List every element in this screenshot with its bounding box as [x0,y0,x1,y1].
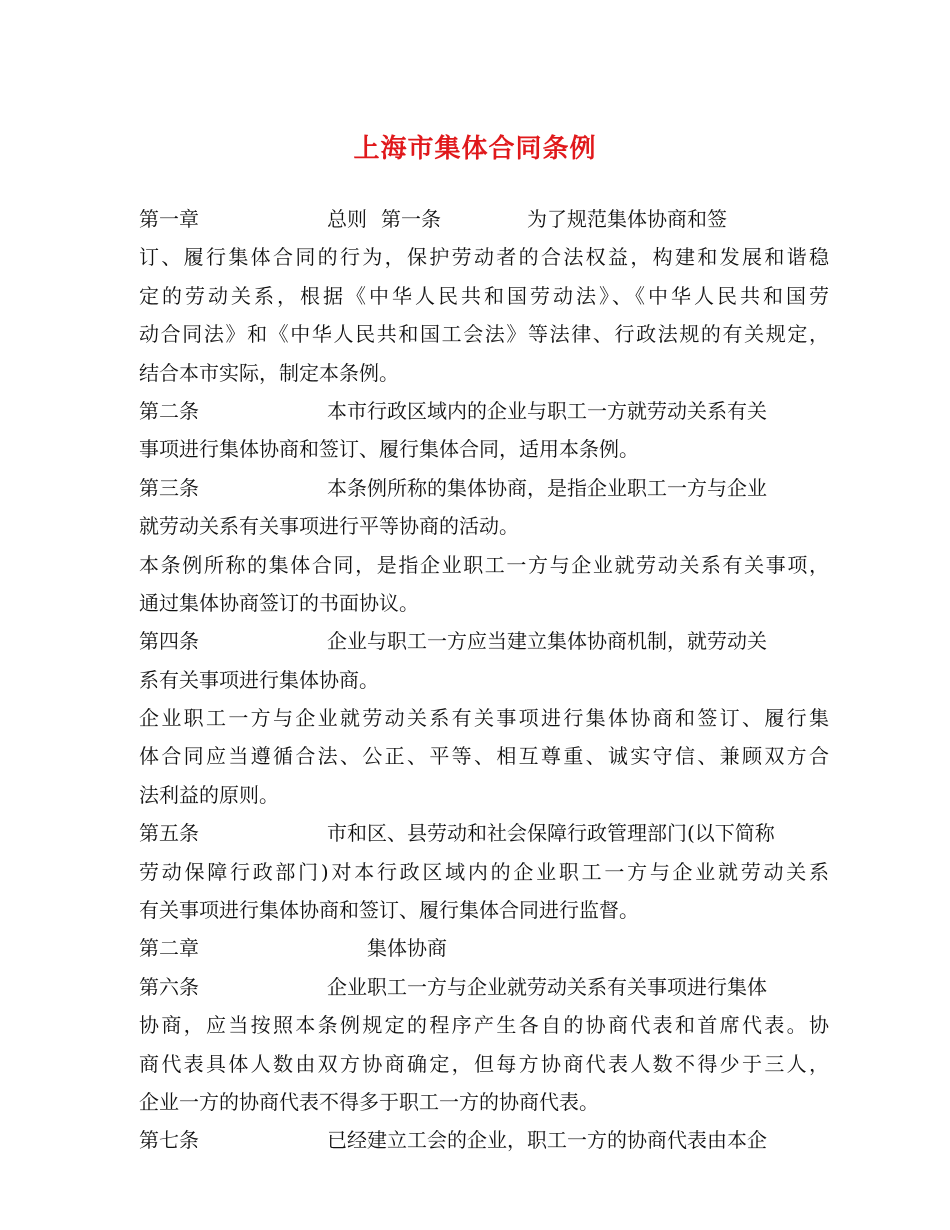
text-line [139,968,829,1006]
text-line: 事项进行集体协商和签订、履行集体合同，适用本条例。 [139,437,639,462]
article-text: 已经建立工会的企业，职工一方的协商代表由本企 [327,1128,767,1153]
chapter-label: 第一章 [139,207,199,231]
text-line [139,622,829,660]
text-line: 企业职工一方与企业就劳动关系有关事项进行集体协商和签订、履行集 [139,706,829,731]
text-line [139,1121,829,1159]
article-label: 第二条 [139,398,199,423]
text-line: 定的劳动关系，根据《中华人民共和国劳动法》、《中华人民共和国劳 [139,283,829,308]
text-line [139,814,829,852]
article-label: 第一条 [381,207,441,231]
chapter-label: 第二章 [139,936,199,961]
text-line: 劳动保障行政部门)对本行政区域内的企业职工一方与企业就劳动关系 [139,859,829,884]
text-line: 系有关事项进行集体协商。 [139,667,379,692]
text-line: 就劳动关系有关事项进行平等协商的活动。 [139,514,519,539]
document-body [139,200,829,1160]
article-label: 第三条 [139,475,199,500]
article-text: 为了规范集体协商和签 [527,207,727,231]
article-label: 第七条 [139,1128,199,1153]
text-line: 结合本市实际，制定本条例。 [139,360,399,385]
text-line: 有关事项进行集体协商和签订、履行集体合同进行监督。 [139,898,639,923]
document-title: 上海市集体合同条例 [353,134,597,164]
text-line [139,929,829,967]
text-line: 企业一方的协商代表不得多于职工一方的协商代表。 [139,1089,599,1114]
article-text: 本条例所称的集体协商，是指企业职工一方与企业 [327,475,767,500]
article-label: 第四条 [139,629,199,654]
text-line: 法利益的原则。 [139,782,279,807]
text-line: 通过集体协商签订的书面协议。 [139,590,419,615]
text-line: 本条例所称的集体合同，是指企业职工一方与企业就劳动关系有关事项， [139,552,829,577]
article-text: 市和区、县劳动和社会保障行政管理部门(以下简称 [327,821,775,846]
text-line [139,469,829,507]
article-text: 企业与职工一方应当建立集体协商机制，就劳动关 [327,629,767,654]
chapter-title: 集体协商 [367,936,447,961]
chapter-title: 总则 [327,207,367,231]
text-line [139,392,829,430]
article-label: 第五条 [139,821,199,846]
text-line: 体合同应当遵循合法、公正、平等、相互尊重、诚实守信、兼顾双方合 [139,744,829,769]
article-text: 企业职工一方与企业就劳动关系有关事项进行集体 [327,974,767,999]
text-line [139,200,829,238]
text-line: 协商，应当按照本条例规定的程序产生各自的协商代表和首席代表。协 [139,1013,829,1038]
text-line: 订、履行集体合同的行为，保护劳动者的合法权益，构建和发展和谐稳 [139,245,829,270]
article-text: 本市行政区域内的企业与职工一方就劳动关系有关 [327,398,767,423]
text-line: 商代表具体人数由双方协商确定，但每方协商代表人数不得少于三人， [139,1051,829,1076]
article-label: 第六条 [139,974,199,999]
text-line: 动合同法》和《中华人民共和国工会法》等法律、行政法规的有关规定， [139,322,829,347]
